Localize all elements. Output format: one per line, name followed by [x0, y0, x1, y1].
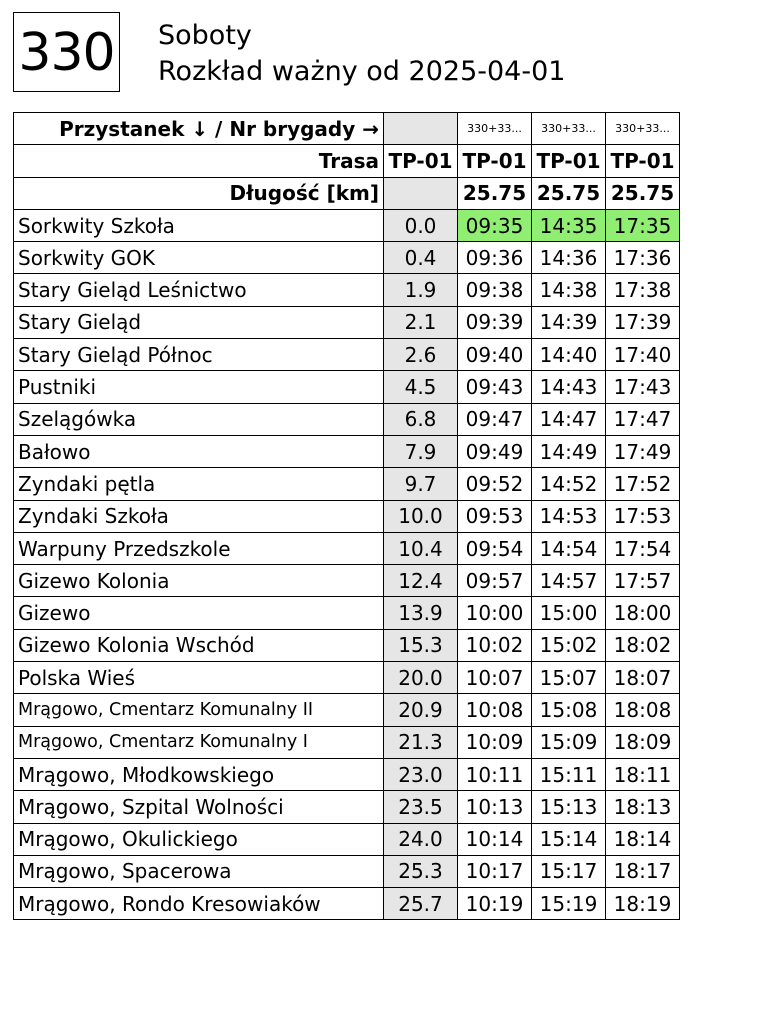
departure-time: 15:08 — [532, 694, 606, 726]
stop-km: 20.0 — [384, 662, 458, 694]
stop-name: Gizewo Kolonia Wschód — [14, 629, 384, 661]
stop-row — [14, 662, 680, 694]
stop-km: 0.4 — [384, 242, 458, 274]
departure-time: 09:36 — [458, 242, 532, 274]
departure-time: 10:14 — [458, 823, 532, 855]
stop-km: 25.3 — [384, 855, 458, 887]
departure-time-highlighted: 09:35 — [458, 209, 532, 241]
trip-brigade: 330+33... — [458, 113, 532, 145]
stop-row — [14, 565, 680, 597]
departure-time: 17:40 — [606, 339, 680, 371]
stop-km: 23.5 — [384, 791, 458, 823]
stop-km: 1.9 — [384, 274, 458, 306]
stop-km: 2.1 — [384, 306, 458, 338]
stop-row — [14, 500, 680, 532]
departure-time: 14:57 — [532, 565, 606, 597]
stop-row — [14, 532, 680, 564]
stop-name: Mrągowo, Okulickiego — [14, 823, 384, 855]
stop-km: 4.5 — [384, 371, 458, 403]
km-column-length-blank — [384, 177, 458, 209]
departure-time: 14:38 — [532, 274, 606, 306]
departure-time: 10:11 — [458, 758, 532, 790]
stop-km: 2.6 — [384, 339, 458, 371]
trip-length: 25.75 — [532, 177, 606, 209]
stop-row — [14, 629, 680, 661]
timetable — [13, 112, 680, 920]
stop-name: Warpuny Przedszkole — [14, 532, 384, 564]
brigade-row-label: Przystanek ↓ / Nr brygady → — [14, 113, 384, 145]
departure-time: 10:17 — [458, 855, 532, 887]
stop-row — [14, 694, 680, 726]
stop-name: Sorkwity GOK — [14, 242, 384, 274]
stop-row — [14, 371, 680, 403]
trip-brigade: 330+33... — [606, 113, 680, 145]
departure-time: 18:19 — [606, 888, 680, 920]
stop-row — [14, 823, 680, 855]
departure-time: 09:54 — [458, 532, 532, 564]
departure-time: 15:19 — [532, 888, 606, 920]
departure-time: 14:49 — [532, 435, 606, 467]
stop-km: 13.9 — [384, 597, 458, 629]
trip-brigade: 330+33... — [532, 113, 606, 145]
departure-time: 10:09 — [458, 726, 532, 758]
stop-km: 21.3 — [384, 726, 458, 758]
length-row — [14, 177, 680, 209]
departure-time: 14:54 — [532, 532, 606, 564]
departure-time: 15:09 — [532, 726, 606, 758]
departure-time: 14:36 — [532, 242, 606, 274]
stop-km: 0.0 — [384, 209, 458, 241]
stop-row — [14, 209, 680, 241]
departure-time: 18:07 — [606, 662, 680, 694]
stop-row — [14, 468, 680, 500]
departure-time: 15:02 — [532, 629, 606, 661]
stop-km: 10.4 — [384, 532, 458, 564]
departure-time: 18:13 — [606, 791, 680, 823]
stop-km: 10.0 — [384, 500, 458, 532]
departure-time: 17:52 — [606, 468, 680, 500]
departure-time: 17:38 — [606, 274, 680, 306]
stop-row — [14, 726, 680, 758]
departure-time: 09:38 — [458, 274, 532, 306]
route-row-label: Trasa — [14, 145, 384, 177]
stop-name: Gizewo — [14, 597, 384, 629]
stop-km: 24.0 — [384, 823, 458, 855]
stop-name: Polska Wieś — [14, 662, 384, 694]
departure-time: 17:57 — [606, 565, 680, 597]
departure-time: 15:14 — [532, 823, 606, 855]
trip-route: TP-01 — [532, 145, 606, 177]
stop-name: Sorkwity Szkoła — [14, 209, 384, 241]
departure-time: 14:52 — [532, 468, 606, 500]
trip-length: 25.75 — [606, 177, 680, 209]
stop-row — [14, 855, 680, 887]
stop-name: Gizewo Kolonia — [14, 565, 384, 597]
stop-row — [14, 435, 680, 467]
trip-route: TP-01 — [458, 145, 532, 177]
departure-time: 14:53 — [532, 500, 606, 532]
stop-row — [14, 888, 680, 920]
stop-name: Mrągowo, Szpital Wolności — [14, 791, 384, 823]
departure-time: 14:47 — [532, 403, 606, 435]
departure-time: 17:54 — [606, 532, 680, 564]
departure-time: 09:49 — [458, 435, 532, 467]
stop-name: Mrągowo, Rondo Kresowiaków — [14, 888, 384, 920]
stop-km: 25.7 — [384, 888, 458, 920]
departure-time: 15:13 — [532, 791, 606, 823]
stop-name: Mrągowo, Cmentarz Komunalny II — [14, 694, 384, 726]
stop-row — [14, 403, 680, 435]
stop-row — [14, 597, 680, 629]
departure-time: 18:17 — [606, 855, 680, 887]
departure-time: 17:43 — [606, 371, 680, 403]
departure-time: 09:53 — [458, 500, 532, 532]
departure-time: 14:40 — [532, 339, 606, 371]
departure-time: 10:08 — [458, 694, 532, 726]
departure-time: 10:19 — [458, 888, 532, 920]
departure-time: 18:00 — [606, 597, 680, 629]
stop-km: 20.9 — [384, 694, 458, 726]
stop-name: Mrągowo, Cmentarz Komunalny I — [14, 726, 384, 758]
validity-date: Rozkład ważny od 2025-04-01 — [158, 56, 566, 87]
stop-name: Mrągowo, Spacerowa — [14, 855, 384, 887]
length-row-label: Długość [km] — [14, 177, 384, 209]
stop-row — [14, 339, 680, 371]
departure-time: 14:39 — [532, 306, 606, 338]
departure-time: 18:14 — [606, 823, 680, 855]
stop-km: 6.8 — [384, 403, 458, 435]
departure-time: 09:40 — [458, 339, 532, 371]
departure-time: 18:08 — [606, 694, 680, 726]
stop-name: Mrągowo, Młodkowskiego — [14, 758, 384, 790]
departure-time: 09:57 — [458, 565, 532, 597]
departure-time: 15:07 — [532, 662, 606, 694]
line-number-box: 330 — [13, 12, 120, 92]
stop-row — [14, 758, 680, 790]
stop-name: Zyndaki Szkoła — [14, 500, 384, 532]
trip-route: TP-01 — [606, 145, 680, 177]
departure-time: 10:07 — [458, 662, 532, 694]
departure-time: 17:36 — [606, 242, 680, 274]
stop-km: 7.9 — [384, 435, 458, 467]
stop-km: 15.3 — [384, 629, 458, 661]
km-column-route: TP-01 — [384, 145, 458, 177]
stop-row — [14, 242, 680, 274]
stop-name: Stary Gieląd Północ — [14, 339, 384, 371]
stop-name: Szelągówka — [14, 403, 384, 435]
departure-time: 15:17 — [532, 855, 606, 887]
stop-name: Stary Gieląd Leśnictwo — [14, 274, 384, 306]
departure-time: 17:39 — [606, 306, 680, 338]
stop-km: 9.7 — [384, 468, 458, 500]
departure-time: 09:52 — [458, 468, 532, 500]
day-type: Soboty — [158, 20, 252, 51]
stop-row — [14, 306, 680, 338]
km-column-header-blank — [384, 113, 458, 145]
trip-length: 25.75 — [458, 177, 532, 209]
departure-time: 09:43 — [458, 371, 532, 403]
stop-name: Stary Gieląd — [14, 306, 384, 338]
departure-time: 09:39 — [458, 306, 532, 338]
departure-time: 14:43 — [532, 371, 606, 403]
stop-row — [14, 274, 680, 306]
departure-time-highlighted: 14:35 — [532, 209, 606, 241]
stop-km: 23.0 — [384, 758, 458, 790]
route-row — [14, 145, 680, 177]
stop-name: Zyndaki pętla — [14, 468, 384, 500]
departure-time: 15:11 — [532, 758, 606, 790]
departure-time: 17:49 — [606, 435, 680, 467]
stop-km: 12.4 — [384, 565, 458, 597]
departure-time: 18:02 — [606, 629, 680, 661]
stop-row — [14, 791, 680, 823]
departure-time-highlighted: 17:35 — [606, 209, 680, 241]
departure-time: 10:02 — [458, 629, 532, 661]
stop-name: Pustniki — [14, 371, 384, 403]
departure-time: 15:00 — [532, 597, 606, 629]
departure-time: 17:47 — [606, 403, 680, 435]
departure-time: 18:09 — [606, 726, 680, 758]
stop-name: Bałowo — [14, 435, 384, 467]
departure-time: 10:00 — [458, 597, 532, 629]
departure-time: 17:53 — [606, 500, 680, 532]
header-text — [158, 18, 565, 90]
departure-time: 10:13 — [458, 791, 532, 823]
departure-time: 09:47 — [458, 403, 532, 435]
departure-time: 18:11 — [606, 758, 680, 790]
brigade-row — [14, 113, 680, 145]
